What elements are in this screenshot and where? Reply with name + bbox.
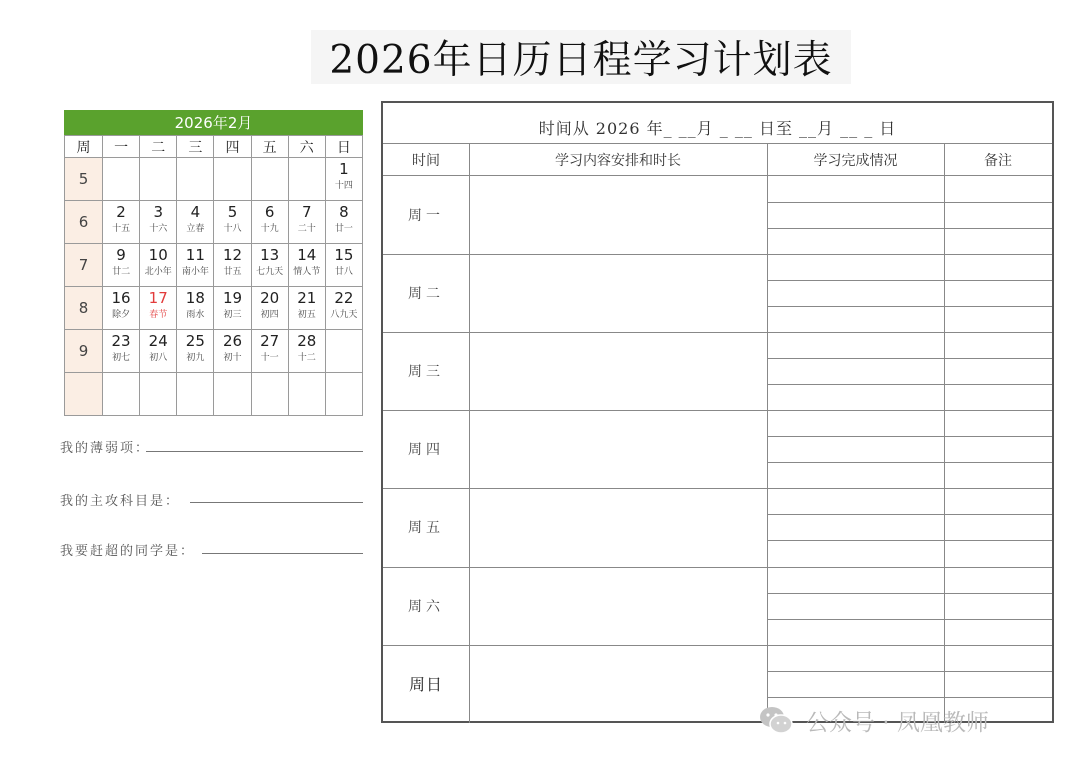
week-number: 6 bbox=[65, 201, 103, 244]
day-number: 3 bbox=[153, 203, 163, 221]
lunar-date: 八九天 bbox=[330, 310, 358, 320]
lunar-date: 初十 bbox=[223, 353, 242, 363]
rival-label: 我要赶超的同学是： bbox=[60, 544, 196, 559]
day-number: 4 bbox=[190, 203, 201, 221]
completion-subline bbox=[767, 280, 1052, 281]
day-number: 11 bbox=[185, 246, 205, 264]
completion-subline bbox=[767, 697, 1052, 698]
completion-subline bbox=[767, 358, 1052, 359]
day-label: 周三 bbox=[408, 364, 444, 381]
lunar-date: 情人节 bbox=[293, 267, 321, 277]
calendar-day-cell[interactable] bbox=[177, 330, 214, 373]
column-divider bbox=[767, 144, 768, 723]
weak-point-label: 我的薄弱项： bbox=[60, 441, 151, 456]
calendar-day-cell[interactable] bbox=[214, 373, 251, 416]
calendar-day-cell[interactable] bbox=[103, 373, 140, 416]
day-number: 19 bbox=[222, 289, 243, 307]
day-number: 15 bbox=[334, 246, 354, 264]
calendar-day-cell[interactable] bbox=[177, 158, 214, 201]
day-number bbox=[326, 373, 362, 376]
lunar-date: 十六 bbox=[149, 224, 168, 234]
lunar-date: 十九 bbox=[260, 224, 279, 234]
calendar-day-cell[interactable] bbox=[251, 244, 288, 287]
lunar-date: 十一 bbox=[260, 353, 279, 363]
calendar-day-cell[interactable] bbox=[103, 201, 140, 244]
day-number: 27 bbox=[260, 332, 280, 350]
day-number bbox=[103, 158, 139, 161]
lunar-date: 立春 bbox=[186, 224, 205, 234]
lunar-date: 春节 bbox=[149, 310, 168, 320]
lunar-date: 南小年 bbox=[181, 267, 209, 277]
calendar-day-cell[interactable] bbox=[325, 201, 362, 244]
completion-subline bbox=[767, 228, 1052, 229]
lunar-date: 初八 bbox=[149, 353, 168, 363]
mini-calendar bbox=[64, 110, 363, 416]
wechat-icon bbox=[758, 705, 794, 735]
week-number: 5 bbox=[65, 158, 103, 201]
weekday-header: 二 bbox=[140, 136, 177, 158]
weekday-header: 五 bbox=[251, 136, 288, 158]
day-label: 周日 bbox=[408, 675, 443, 695]
calendar-day-cell[interactable] bbox=[140, 287, 177, 330]
day-number: 28 bbox=[297, 332, 317, 350]
header-content: 学习内容安排和时长 bbox=[469, 144, 767, 176]
day-label: 周六 bbox=[408, 598, 444, 615]
completion-subline bbox=[767, 202, 1052, 203]
calendar-day-cell[interactable] bbox=[251, 158, 288, 201]
rival-line[interactable] bbox=[202, 553, 363, 554]
day-number: 25 bbox=[185, 332, 205, 350]
date-range-row: 时间从 2026 年_ __月 _ __ 日至 __月 __ _ 日 bbox=[383, 103, 1052, 144]
calendar-day-cell[interactable] bbox=[103, 330, 140, 373]
weak-point-line[interactable] bbox=[146, 451, 363, 452]
lunar-date: 十八 bbox=[223, 224, 242, 234]
calendar-day-cell[interactable] bbox=[140, 201, 177, 244]
lunar-date: 北小年 bbox=[144, 267, 172, 277]
calendar-day-cell[interactable] bbox=[251, 201, 288, 244]
weekday-header: 一 bbox=[103, 136, 140, 158]
day-number: 23 bbox=[111, 332, 131, 350]
lunar-date: 除夕 bbox=[112, 310, 131, 320]
week-number: 7 bbox=[65, 244, 103, 287]
day-number bbox=[326, 330, 362, 333]
day-number: 21 bbox=[297, 289, 317, 307]
completion-subline bbox=[767, 593, 1052, 594]
study-content-cell[interactable] bbox=[470, 177, 766, 253]
header-remarks: 备注 bbox=[944, 144, 1052, 176]
main-subject-line[interactable] bbox=[190, 502, 363, 503]
week-number: 8 bbox=[65, 287, 103, 330]
day-number: 5 bbox=[227, 203, 238, 221]
lunar-date: 雨水 bbox=[186, 310, 205, 320]
calendar-day-cell[interactable] bbox=[140, 373, 177, 416]
lunar-date: 十四 bbox=[334, 181, 353, 191]
calendar-day-cell[interactable] bbox=[325, 244, 362, 287]
calendar-day-cell[interactable] bbox=[325, 330, 362, 373]
main-subject-label: 我的主攻科目是： bbox=[60, 494, 181, 509]
completion-subline bbox=[767, 436, 1052, 437]
study-content-cell[interactable] bbox=[470, 411, 766, 487]
completion-subline bbox=[767, 306, 1052, 307]
calendar-day-cell[interactable] bbox=[177, 244, 214, 287]
day-number bbox=[177, 158, 213, 161]
week-number: 9 bbox=[65, 330, 103, 373]
day-number bbox=[177, 373, 213, 376]
completion-subline bbox=[767, 671, 1052, 672]
study-content-cell[interactable] bbox=[470, 255, 766, 331]
weekday-header: 三 bbox=[177, 136, 214, 158]
calendar-day-cell[interactable] bbox=[251, 330, 288, 373]
study-content-cell[interactable] bbox=[470, 646, 766, 722]
day-number: 14 bbox=[297, 246, 317, 264]
completion-subline bbox=[767, 540, 1052, 541]
day-number: 9 bbox=[116, 246, 126, 264]
day-number: 10 bbox=[148, 246, 168, 264]
day-number: 26 bbox=[222, 332, 243, 350]
calendar-day-cell[interactable] bbox=[140, 158, 177, 201]
calendar-day-cell[interactable] bbox=[288, 330, 325, 373]
calendar-day-cell[interactable] bbox=[214, 330, 251, 373]
calendar-header: 2026年2月 bbox=[64, 110, 363, 135]
weekday-header: 四 bbox=[214, 136, 251, 158]
watermark bbox=[758, 702, 989, 738]
day-number: 2 bbox=[116, 203, 126, 221]
calendar-day-cell[interactable] bbox=[288, 244, 325, 287]
day-label: 周二 bbox=[408, 286, 444, 303]
calendar-day-cell[interactable] bbox=[251, 373, 288, 416]
calendar-day-cell[interactable] bbox=[177, 373, 214, 416]
lunar-date: 十二 bbox=[297, 353, 316, 363]
study-content-cell[interactable] bbox=[470, 333, 766, 409]
calendar-day-cell[interactable] bbox=[103, 158, 140, 201]
lunar-date: 廿二 bbox=[112, 267, 131, 277]
weekday-header: 日 bbox=[325, 136, 362, 158]
study-planner-table bbox=[381, 101, 1054, 723]
day-number bbox=[252, 158, 288, 161]
day-number: 7 bbox=[302, 203, 312, 221]
column-divider bbox=[944, 144, 945, 723]
day-number: 24 bbox=[148, 332, 168, 350]
calendar-day-cell[interactable] bbox=[288, 158, 325, 201]
day-number bbox=[289, 158, 325, 161]
watermark-text: 公众号 · 凤凰教师 bbox=[806, 709, 989, 736]
day-number bbox=[214, 158, 250, 161]
calendar-day-cell[interactable] bbox=[288, 201, 325, 244]
calendar-day-cell[interactable] bbox=[325, 287, 362, 330]
lunar-date: 廿一 bbox=[334, 224, 353, 234]
title-banner bbox=[311, 30, 851, 84]
calendar-day-cell[interactable] bbox=[214, 158, 251, 201]
calendar-day-cell[interactable] bbox=[288, 287, 325, 330]
weekday-header: 周 bbox=[65, 136, 103, 158]
calendar-day-cell[interactable] bbox=[103, 244, 140, 287]
study-content-cell[interactable] bbox=[470, 489, 766, 565]
lunar-date: 初四 bbox=[260, 310, 279, 320]
lunar-date: 初七 bbox=[112, 353, 131, 363]
day-label: 周五 bbox=[408, 520, 444, 537]
day-number: 18 bbox=[185, 289, 205, 307]
day-number bbox=[214, 373, 250, 376]
calendar-day-cell[interactable] bbox=[177, 201, 214, 244]
day-number bbox=[289, 373, 325, 376]
week-number bbox=[65, 373, 103, 416]
day-number: 8 bbox=[339, 203, 349, 221]
calendar-day-cell[interactable] bbox=[288, 373, 325, 416]
calendar-day-cell[interactable] bbox=[140, 330, 177, 373]
day-number: 17 bbox=[148, 289, 168, 307]
page-title: 2026年日历日程学习计划表 bbox=[329, 38, 833, 83]
calendar-day-cell[interactable] bbox=[251, 287, 288, 330]
calendar-day-cell[interactable] bbox=[214, 201, 251, 244]
calendar-day-cell[interactable] bbox=[325, 373, 362, 416]
lunar-date: 十五 bbox=[112, 224, 131, 234]
day-number: 22 bbox=[334, 289, 354, 307]
day-number: 20 bbox=[260, 289, 280, 307]
lunar-date: 初五 bbox=[297, 310, 316, 320]
study-content-cell[interactable] bbox=[470, 568, 766, 644]
completion-subline bbox=[767, 384, 1052, 385]
weekday-header: 六 bbox=[288, 136, 325, 158]
day-number: 16 bbox=[111, 289, 131, 307]
day-label: 周四 bbox=[408, 442, 444, 459]
lunar-date: 二十 bbox=[297, 224, 316, 234]
calendar-grid bbox=[64, 135, 363, 416]
lunar-date: 廿八 bbox=[334, 267, 353, 277]
day-number bbox=[140, 158, 176, 161]
lunar-date: 初九 bbox=[186, 353, 205, 363]
calendar-day-cell[interactable] bbox=[214, 244, 251, 287]
calendar-day-cell[interactable] bbox=[177, 287, 214, 330]
completion-subline bbox=[767, 619, 1052, 620]
lunar-date: 七九天 bbox=[256, 267, 284, 277]
day-number: 1 bbox=[339, 160, 349, 178]
day-number bbox=[252, 373, 288, 376]
header-completion: 学习完成情况 bbox=[767, 144, 944, 176]
completion-subline bbox=[767, 462, 1052, 463]
calendar-day-cell[interactable] bbox=[214, 287, 251, 330]
calendar-day-cell[interactable] bbox=[325, 158, 362, 201]
lunar-date: 廿五 bbox=[223, 267, 242, 277]
completion-subline bbox=[767, 514, 1052, 515]
day-number: 13 bbox=[260, 246, 280, 264]
day-number: 12 bbox=[222, 246, 243, 264]
day-number bbox=[140, 373, 176, 376]
day-label: 周一 bbox=[408, 208, 444, 225]
day-number bbox=[103, 373, 139, 376]
day-number: 6 bbox=[264, 203, 275, 221]
header-time: 时间 bbox=[383, 144, 469, 176]
calendar-day-cell[interactable] bbox=[103, 287, 140, 330]
calendar-day-cell[interactable] bbox=[140, 244, 177, 287]
lunar-date: 初三 bbox=[223, 310, 242, 320]
